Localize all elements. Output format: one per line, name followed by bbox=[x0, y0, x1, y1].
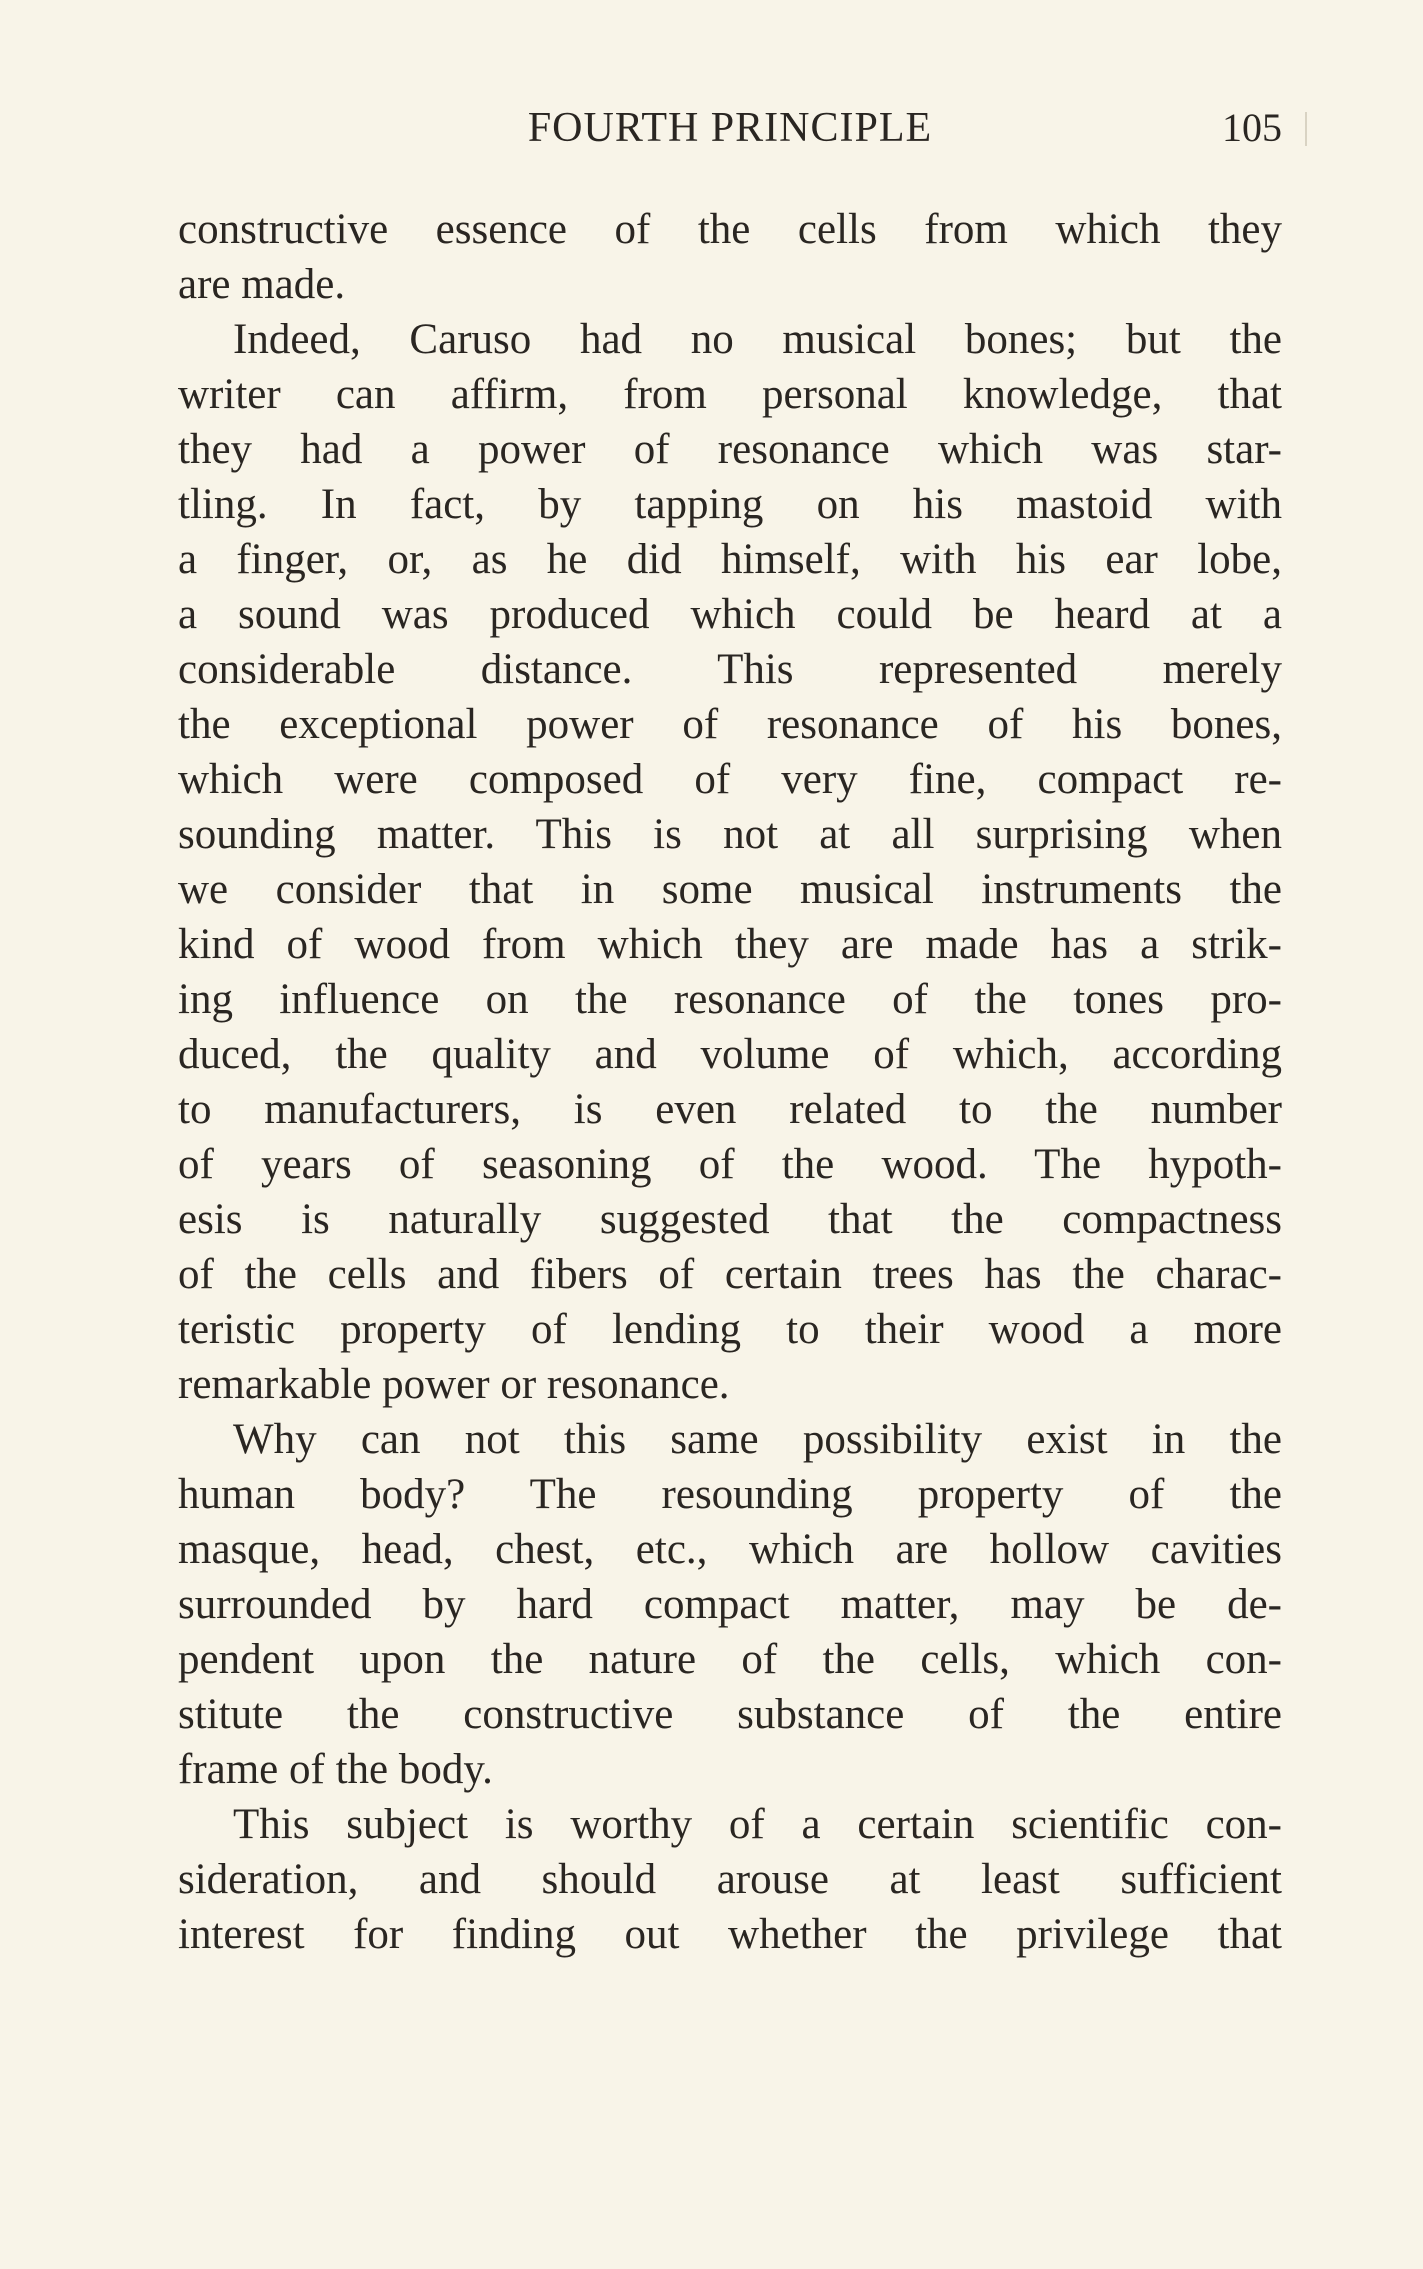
chapter-title: FOURTH PRINCIPLE bbox=[527, 105, 933, 151]
page-number: 105 bbox=[1222, 105, 1282, 150]
paragraph bbox=[178, 1412, 1282, 1797]
text-line: surrounded by hard compact matter, may be de- bbox=[178, 1581, 1282, 1628]
text-line: we consider that in some musical instruments the bbox=[178, 866, 1282, 913]
text-line: Why can not this same possibility exist in the bbox=[233, 1416, 1282, 1463]
body-text bbox=[178, 202, 1282, 1962]
text-line: to manufacturers, is even related to the number bbox=[178, 1086, 1282, 1133]
text-line: ing influence on the resonance of the tones pro- bbox=[178, 976, 1282, 1023]
text-line: pendent upon the nature of the cells, which con- bbox=[178, 1636, 1282, 1683]
text-line: masque, head, chest, etc., which are hollow cavities bbox=[178, 1526, 1282, 1573]
text-line: Indeed, Caruso had no musical bones; but the bbox=[233, 316, 1282, 363]
text-line: duced, the quality and volume of which, according bbox=[178, 1031, 1282, 1078]
text-line: a finger, or, as he did himself, with his ear lobe, bbox=[178, 536, 1282, 583]
text-line: of years of seasoning of the wood. The hypoth- bbox=[178, 1141, 1282, 1188]
text-line: sideration, and should arouse at least sufficient bbox=[178, 1856, 1282, 1903]
running-head bbox=[178, 104, 1282, 164]
text-line: of the cells and fibers of certain trees has the charac- bbox=[178, 1251, 1282, 1298]
text-line: writer can affirm, from personal knowledge, that bbox=[178, 371, 1282, 418]
text-line: constructive essence of the cells from which they bbox=[178, 206, 1282, 253]
text-line: tling. In fact, by tapping on his mastoid with bbox=[178, 481, 1282, 528]
page-edge-mark bbox=[1305, 112, 1307, 146]
text-line: sounding matter. This is not at all surprising when bbox=[178, 811, 1282, 858]
text-line: frame of the body. bbox=[178, 1746, 493, 1793]
text-line: remarkable power or resonance. bbox=[178, 1361, 730, 1408]
text-line: are made. bbox=[178, 261, 346, 308]
text-line: This subject is worthy of a certain scientific con- bbox=[233, 1801, 1282, 1848]
text-line: which were composed of very fine, compact re- bbox=[178, 756, 1282, 803]
paragraph bbox=[178, 202, 1282, 312]
text-line: esis is naturally suggested that the compactness bbox=[178, 1196, 1282, 1243]
text-line: considerable distance. This represented merely bbox=[178, 646, 1282, 693]
text-line: interest for finding out whether the privilege that bbox=[178, 1911, 1282, 1958]
text-line: they had a power of resonance which was star- bbox=[178, 426, 1282, 473]
text-line: kind of wood from which they are made has a strik- bbox=[178, 921, 1282, 968]
paragraph bbox=[178, 1797, 1282, 1962]
text-line: human body? The resounding property of the bbox=[178, 1471, 1282, 1518]
text-line: a sound was produced which could be heard at a bbox=[178, 591, 1282, 638]
text-line: teristic property of lending to their wood a more bbox=[178, 1306, 1282, 1353]
text-line: stitute the constructive substance of the entire bbox=[178, 1691, 1282, 1738]
text-line: the exceptional power of resonance of his bones, bbox=[178, 701, 1282, 748]
paragraph bbox=[178, 312, 1282, 1412]
